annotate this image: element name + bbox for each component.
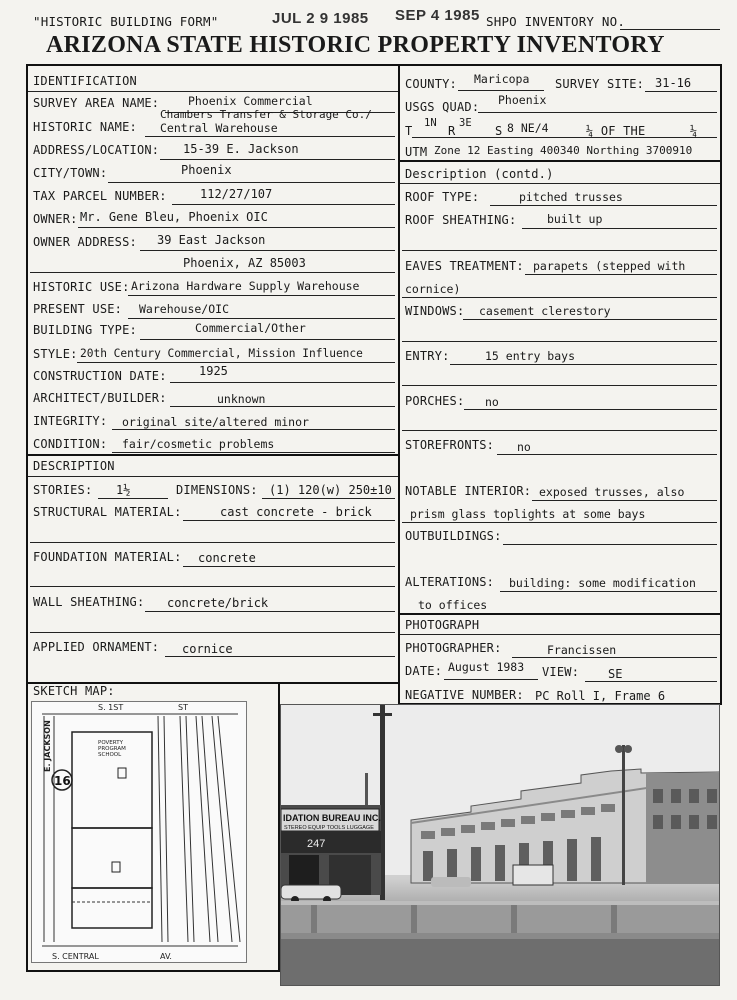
rule (478, 112, 717, 113)
rule (112, 452, 395, 453)
applied-ornament-value: cornice (182, 642, 233, 656)
rule (145, 611, 395, 612)
storefronts-value: no (517, 440, 531, 454)
rule (30, 632, 395, 633)
photo-date-value: August 1983 (448, 660, 525, 674)
photographer-label: PHOTOGRAPHER: (405, 641, 502, 655)
utm-value: Zone 12 Easting 400340 Northing 3700910 (434, 144, 693, 157)
tax-parcel-value: 112/27/107 (200, 187, 273, 201)
notable-interior-value-cont: prism glass toplights at some bays (410, 507, 646, 521)
photographer-value: Francissen (547, 643, 617, 657)
sketch-map-drawing (32, 702, 247, 963)
map-program-label: PROGRAM (98, 746, 126, 752)
survey-site-label: SURVEY SITE: (555, 77, 645, 91)
township-value: 1N (424, 117, 437, 129)
shop-sign-text: IDATION BUREAU INC. (283, 813, 381, 823)
rule (172, 204, 395, 205)
sketch-map (31, 701, 247, 963)
map-street-side: E. JACKSON (43, 720, 52, 772)
map-street-bottom: S. CENTRAL (52, 952, 99, 961)
rule (140, 339, 395, 340)
applied-ornament-label: APPLIED ORNAMENT: (33, 640, 160, 654)
eaves-value: parapets (stepped with (533, 259, 686, 273)
alterations-value-cont: to offices (418, 598, 488, 612)
porches-label: PORCHES: (405, 394, 465, 408)
description-heading: DESCRIPTION (33, 459, 115, 473)
alterations-label: ALTERATIONS: (405, 575, 495, 589)
rule (170, 406, 395, 407)
rule (497, 454, 717, 455)
usgs-quad-value: Phoenix (498, 93, 547, 107)
map-street-bottom-end: AV. (160, 952, 172, 961)
storefronts-label: STOREFRONTS: (405, 438, 495, 452)
alterations-value: building: some modification (509, 576, 696, 590)
section-value: 8 NE/4 (507, 121, 549, 135)
owner-address-value: 39 East Jackson (157, 233, 266, 247)
range-value: 3E (459, 117, 472, 129)
entry-label: ENTRY: (405, 349, 450, 363)
rule (108, 182, 395, 183)
map-street-top-end: ST (178, 703, 188, 712)
building-type-value: Commercial/Other (195, 321, 306, 335)
integrity-label: INTEGRITY: (33, 414, 108, 428)
identification-heading: IDENTIFICATION (33, 74, 137, 88)
roof-type-value: pitched trusses (519, 190, 623, 204)
stories-value: 1½ (116, 483, 131, 497)
condition-label: CONDITION: (33, 437, 108, 451)
view-value: SE (608, 667, 623, 681)
present-use-value: Warehouse/OIC (139, 302, 230, 316)
map-poverty-label: POVERTY (98, 740, 123, 746)
section-label: S (495, 124, 503, 138)
rule (522, 228, 717, 229)
roof-sheathing-label: ROOF SHEATHING: (405, 213, 517, 227)
architect-label: ARCHITECT/BUILDER: (33, 391, 167, 405)
historic-use-value: Arizona Hardware Supply Warehouse (131, 279, 360, 293)
description-contd-heading: Description (contd.) (405, 167, 554, 181)
address-value: 15-39 E. Jackson (183, 142, 299, 156)
rule (512, 657, 717, 658)
rule (450, 364, 717, 365)
style-label: STYLE: (33, 347, 78, 361)
rule (128, 318, 395, 319)
historic-name-value: Central Warehouse (160, 121, 278, 135)
dimensions-label: DIMENSIONS: (176, 483, 258, 497)
shpo-inventory-label: SHPO INVENTORY NO. (486, 14, 626, 29)
rule (463, 319, 717, 320)
owner-label: OWNER: (33, 212, 78, 226)
negative-number-label: NEGATIVE NUMBER: (405, 688, 524, 702)
construction-date-value: 1925 (199, 364, 228, 378)
present-use-label: PRESENT USE: (33, 302, 123, 316)
rule (30, 586, 395, 587)
rule (585, 681, 717, 682)
building-photo (280, 704, 720, 986)
building-number-text: 247 (307, 838, 326, 850)
structural-material-value: cast concrete - brick (220, 505, 372, 519)
township-label: T (405, 124, 413, 138)
windows-value: casement clerestory (479, 304, 611, 318)
condition-value: fair/cosmetic problems (122, 437, 275, 451)
rule (464, 409, 717, 410)
rule (402, 250, 717, 251)
eaves-value-cont: cornice) (405, 282, 461, 296)
structural-material-label: STRUCTURAL MATERIAL: (33, 505, 182, 519)
sketch-map-heading: SKETCH MAP: (33, 684, 115, 698)
rule (170, 382, 395, 383)
dimensions-value: (1) 120(w) 250±10 (269, 483, 392, 497)
quarter-end: ¼ (690, 124, 698, 138)
city-label: CITY/TOWN: (33, 166, 108, 180)
windows-label: WINDOWS: (405, 304, 465, 318)
view-label: VIEW: (542, 665, 580, 679)
outbuildings-label: OUTBUILDINGS: (405, 529, 502, 543)
construction-date-label: CONSTRUCTION DATE: (33, 369, 167, 383)
rule (402, 297, 717, 298)
map-school-label: SCHOOL (98, 752, 122, 758)
shpo-number-line (620, 29, 720, 30)
form-type-label: "HISTORIC BUILDING FORM" (33, 14, 219, 29)
rule (98, 498, 168, 499)
rule (444, 679, 538, 680)
owner-value: Mr. Gene Bleu, Phoenix OIC (80, 210, 268, 224)
rule (458, 90, 544, 91)
rule (402, 385, 717, 386)
photograph-heading: PHOTOGRAPH (405, 618, 480, 632)
tax-parcel-label: TAX PARCEL NUMBER: (33, 189, 167, 203)
rule (160, 159, 395, 160)
rule (140, 250, 395, 251)
rule (30, 542, 395, 543)
range-label: R (448, 124, 456, 138)
stories-label: STORIES: (33, 483, 93, 497)
rule (503, 544, 717, 545)
rule (165, 656, 395, 657)
roof-type-label: ROOF TYPE: (405, 190, 480, 204)
style-value: 20th Century Commercial, Mission Influence (80, 347, 363, 360)
notable-interior-label: NOTABLE INTERIOR: (405, 484, 532, 498)
rule (183, 566, 395, 567)
rule (128, 295, 395, 296)
received-stamp-date: JUL 2 9 1985 (272, 10, 369, 27)
eaves-label: EAVES TREATMENT: (405, 259, 524, 273)
architect-value: unknown (217, 392, 266, 406)
map-street-top: S. 1ST (98, 703, 124, 712)
photo-date-label: DATE: (405, 664, 443, 678)
wall-sheathing-value: concrete/brick (167, 596, 269, 610)
rule (402, 522, 717, 523)
integrity-value: original site/altered minor (122, 415, 309, 429)
rule (145, 136, 395, 137)
historic-name-alt: Chambers Transfer & Storage Co./ (160, 108, 372, 121)
rule (525, 274, 717, 275)
building-photo-drawing (281, 705, 720, 986)
city-value: Phoenix (181, 163, 232, 177)
rule (77, 362, 395, 363)
rule (112, 429, 395, 430)
rule (400, 634, 720, 635)
historic-name-label: HISTORIC NAME: (33, 120, 137, 134)
rule (490, 205, 717, 206)
porches-value: no (485, 395, 499, 409)
roof-sheathing-value: built up (547, 212, 603, 226)
rule (183, 520, 395, 521)
notable-interior-value: exposed trusses, also (539, 485, 685, 499)
quarter-label: ¼ OF THE (586, 124, 646, 138)
rule (262, 498, 395, 499)
entry-value: 15 entry bays (485, 349, 576, 363)
owner-address-label: OWNER ADDRESS: (33, 235, 137, 249)
foundation-material-value: concrete (198, 551, 256, 565)
county-value: Maricopa (474, 72, 530, 86)
building-type-label: BUILDING TYPE: (33, 323, 137, 337)
rule (400, 183, 720, 184)
rule (28, 476, 398, 477)
rule (78, 227, 395, 228)
second-stamp-date: SEP 4 1985 (395, 7, 480, 24)
rule (28, 91, 398, 92)
address-label: ADDRESS/LOCATION: (33, 143, 160, 157)
owner-city-value: Phoenix, AZ 85003 (183, 256, 306, 270)
rule (532, 500, 717, 501)
rule (402, 430, 717, 431)
usgs-quad-label: USGS QUAD: (405, 100, 480, 114)
rule (30, 272, 395, 273)
county-label: COUNTY: (405, 77, 457, 91)
map-site-number: 16 (54, 774, 71, 788)
rule (402, 341, 717, 342)
survey-area-label: SURVEY AREA NAME: (33, 96, 160, 110)
survey-area-value: Phoenix Commercial (188, 94, 313, 108)
utm-label: UTM (405, 145, 428, 159)
survey-site-value: 31-16 (655, 76, 692, 90)
rule (645, 91, 717, 92)
shop-sign-subtext: STEREO EQUIP TOOLS LUGGAGE (284, 825, 374, 831)
historic-use-label: HISTORIC USE: (33, 280, 130, 294)
foundation-material-label: FOUNDATION MATERIAL: (33, 550, 182, 564)
rule (412, 137, 717, 138)
page-title: ARIZONA STATE HISTORIC PROPERTY INVENTORY (46, 32, 665, 58)
rule (500, 591, 717, 592)
negative-number-value: PC Roll I, Frame 6 (535, 689, 666, 703)
wall-sheathing-label: WALL SHEATHING: (33, 595, 145, 609)
